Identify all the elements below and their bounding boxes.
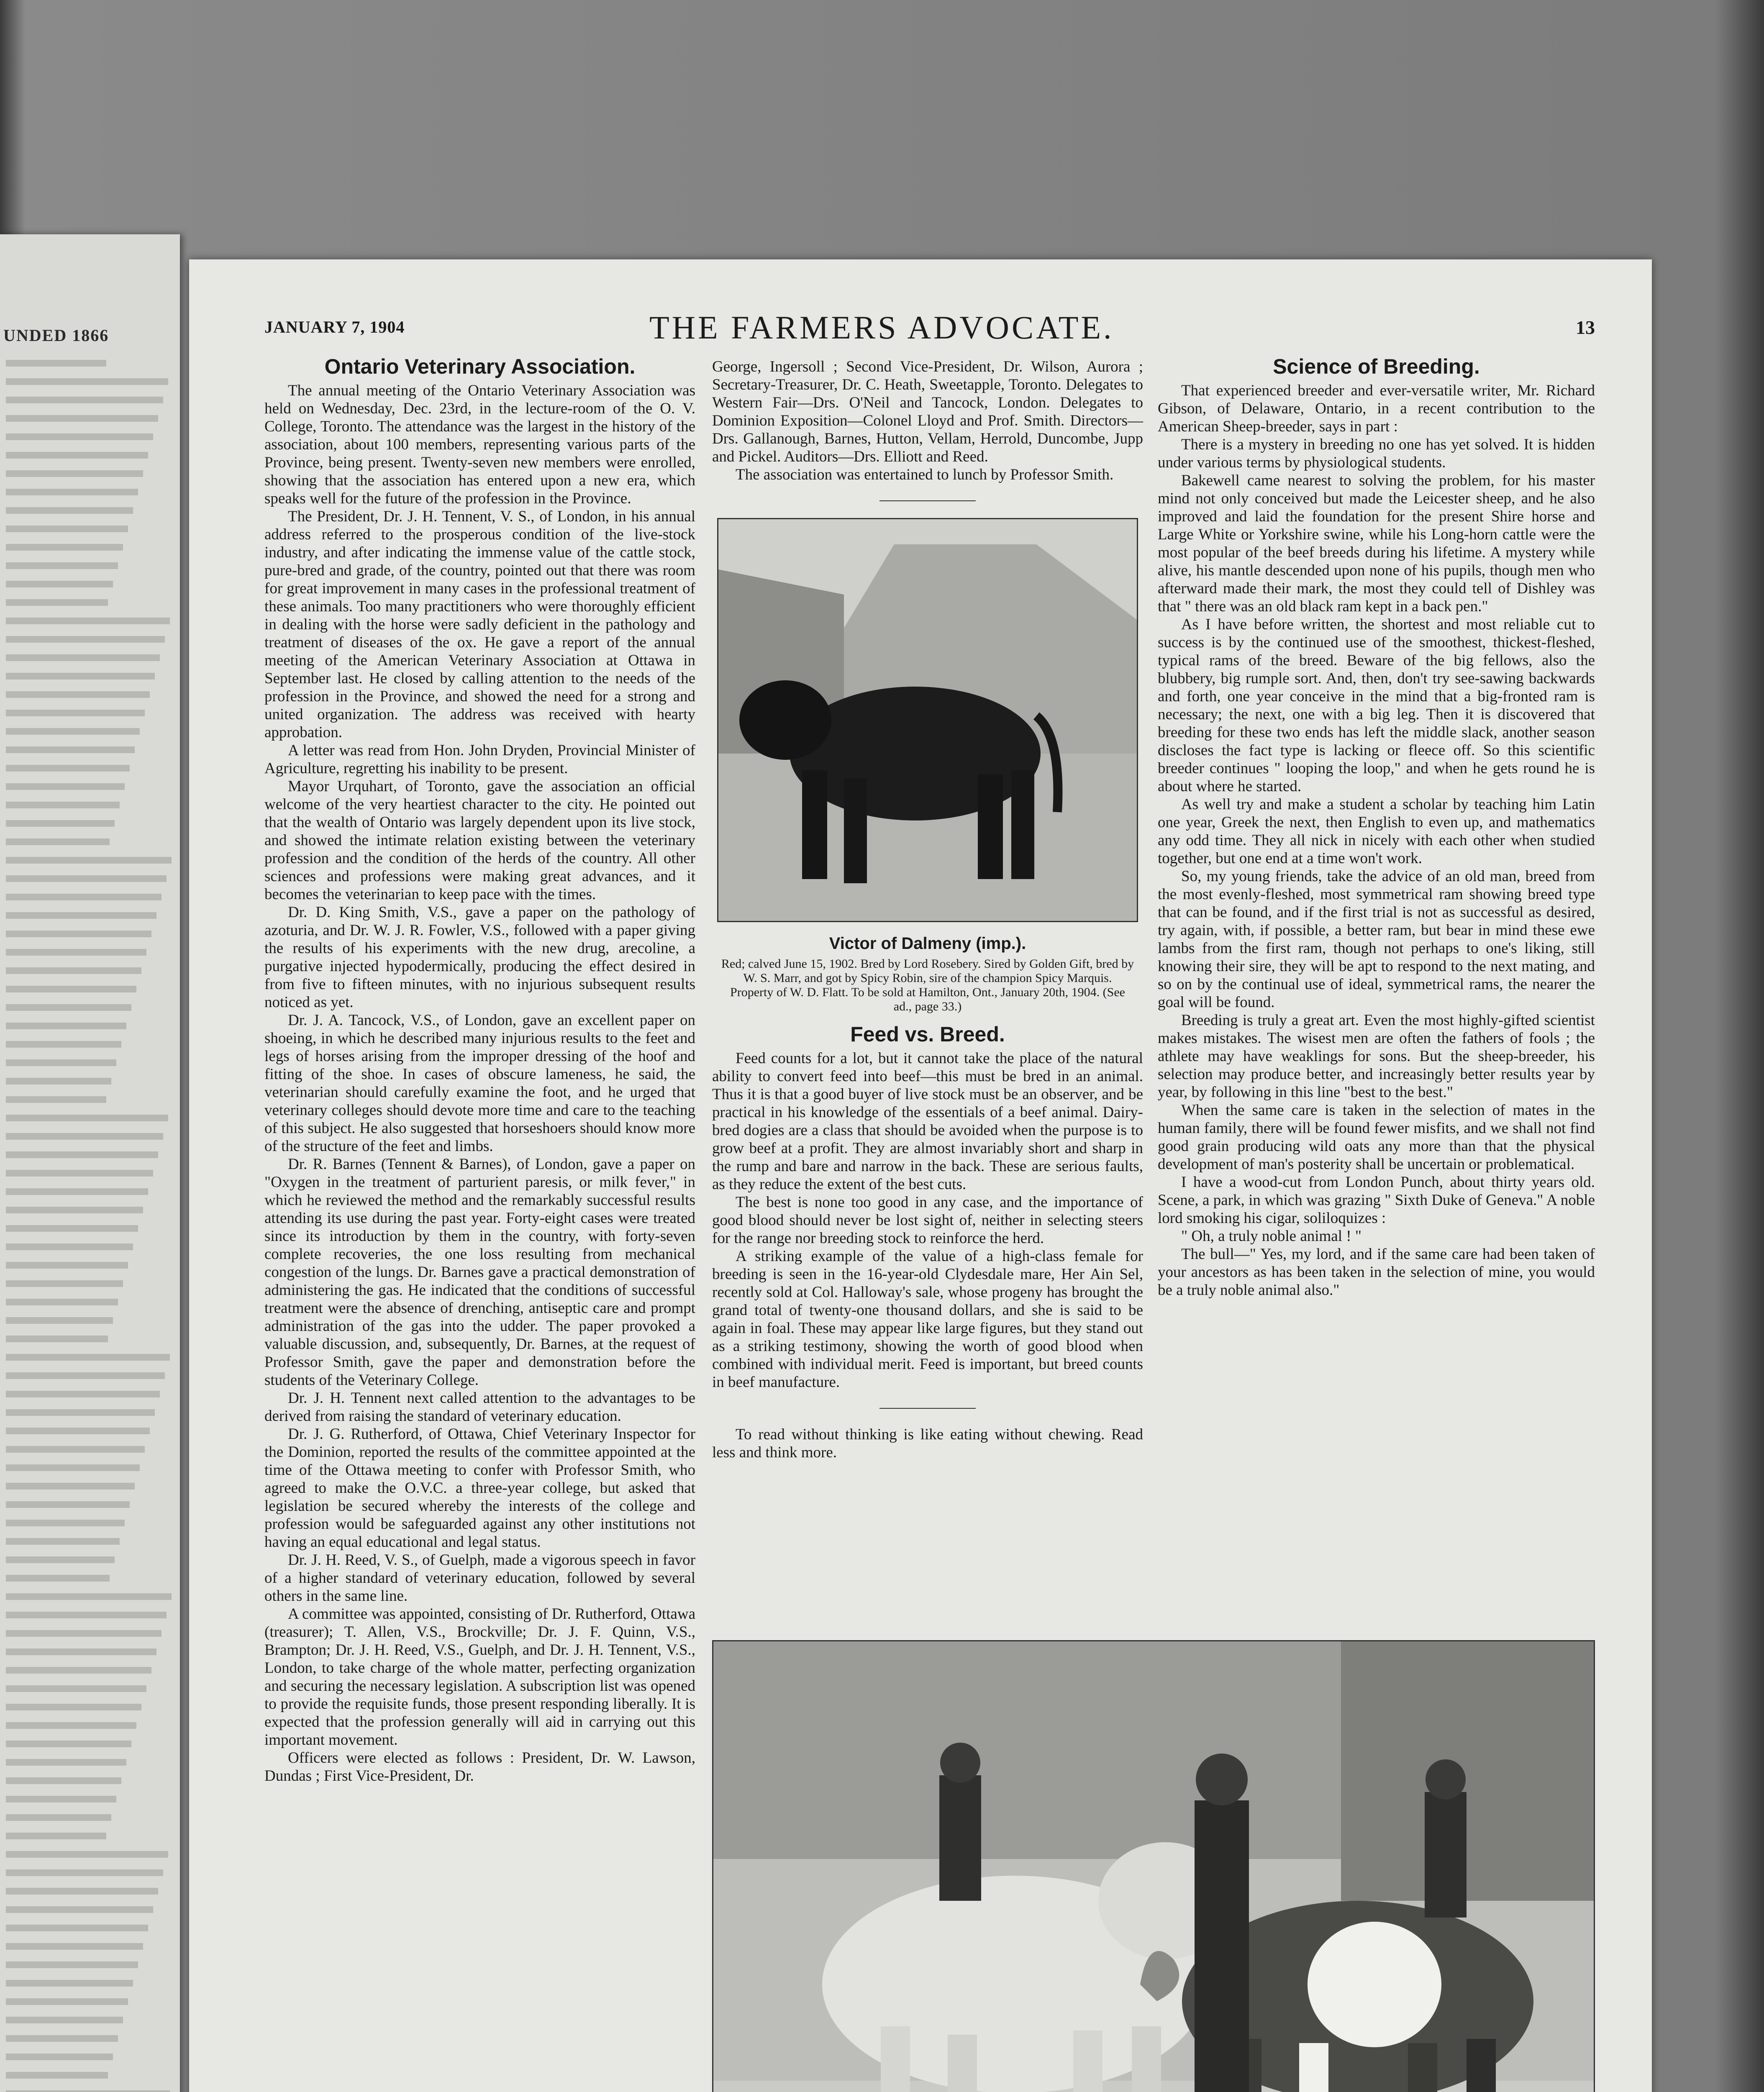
masthead: THE FARMERS ADVOCATE.: [649, 309, 1114, 346]
paragraph: Bakewell came nearest to solving the problem, for his master mind not only conceived but made the Leicester sheep, and he also improved and laid the foundation for the present Shire horse and Large White or Yorkshire swine, while his Long-horn cattle were the most popular of the beef breeds during his lifetime. A mystery while alive, his mantle descended upon none of his pupils, though men who afterward made their mark, the most they could tell of Dishley was that " there was an old black ram kept in a back pen.": [1158, 472, 1595, 615]
illegible-line: [6, 1759, 126, 1766]
illegible-line: [6, 1575, 110, 1582]
illegible-line: [6, 894, 162, 900]
paragraph: There is a mystery in breeding no one has yet solved. It is hidden under various terms by physiological students.: [1158, 436, 1595, 471]
illegible-line: [6, 618, 170, 624]
column-3: [1158, 355, 1595, 1299]
issue-date: JANUARY 7, 1904: [264, 318, 405, 336]
paragraph: Dr. J. H. Tennent next called attention to the advantages to be derived from raising the standard of veterinary education.: [264, 1390, 695, 1425]
illegible-line: [6, 1336, 108, 1342]
illegible-line: [6, 397, 163, 403]
illegible-line: [6, 986, 136, 992]
illegible-line: [6, 1630, 162, 1637]
illegible-line: [6, 783, 125, 790]
paragraph: The association was entertained to lunch by Professor Smith.: [736, 466, 1114, 483]
paragraph: So, my young friends, take the advice of an old man, breed from the most evenly-fleshed, most symmetrical ram showing breed type that can be found, and if the first trial is not as successful as desired, try again, with, if possible, a better ram, but bear in mind these ewe lambs from the first ram, though not perhaps to one's liking, still knowing their sire, they will be apt to respond to the next mating, and so on by the continual use of ideal, symmetrical rams, the nearer the goal will be found.: [1158, 868, 1595, 1011]
illegible-line: [6, 1354, 170, 1361]
illegible-line: [6, 1243, 133, 1250]
illegible-line: [6, 746, 135, 753]
paragraph: " Oh, a truly noble animal ! ": [1181, 1228, 1361, 1245]
illegible-line: [6, 433, 153, 440]
illegible-line: [6, 1317, 113, 1324]
illegible-line: [6, 1777, 121, 1784]
illegible-line: [6, 765, 130, 772]
illegible-line: [6, 562, 118, 569]
illegible-line: [6, 1943, 143, 1950]
figure-title: Victor of Dalmeny (imp.).: [829, 934, 1026, 953]
aside-quote: To read without thinking is like eating without chewing. Read less and think more.: [712, 1426, 1143, 1461]
illegible-line: [6, 1556, 115, 1563]
illegible-line: [6, 857, 172, 864]
illegible-line: [6, 1133, 163, 1140]
paragraph: Dr. R. Barnes (Tennent & Barnes), of London, gave a paper on "Oxygen in the treatment of parturient paresis, or milk fever," in which he reviewed the method and the remarkably successful results attending its use during the past year. Forty-eight cases were treated since its introduction by them in the country, with forty-seven complete recoveries, the one loss resulting from mechanical congestion of the lungs. Dr. Barnes gave a practical demonstration of administering the gas. He indicated that the conditions of successful treatment were the absence of drenching, antiseptic care and prompt administration of the gas into the udder. The paper provoked a valuable discussion, and, subsequently, Dr. Barnes, at the request of Professor Smith, gave the paper and demonstration before the students of the Veterinary College.: [264, 1156, 695, 1389]
paragraph: Breeding is truly a great art. Even the most highly-gifted scientist makes mistakes. The wisest men are often the fathers of fools ; the athlete may have weaklings for sons. But the sheep-breeder, his selection may produce better, and increasingly better results year by year, by following in this line "best to the best.": [1158, 1012, 1595, 1101]
illegible-line: [6, 507, 133, 514]
illegible-line: [6, 415, 158, 422]
illegible-line: [6, 1078, 111, 1084]
divider: [879, 1408, 976, 1409]
illegible-line: [6, 912, 156, 919]
paragraph: Feed counts for a lot, but it cannot take the place of the natural ability to convert feed into beef—this must be bred in an animal. Thus it is that a good buyer of live stock must be an observer, and be practical in his knowledge of the essentials of a beef animal. Dairy-bred dogies are a class that should be avoided when the purpose is to grow beef at a profit. They are almost invariably short and sharp in the rump and bare and narrow in the back. These are serious faults, as they reduce the extent of the best cuts.: [712, 1050, 1143, 1193]
paragraph: Dr. J. H. Reed, V. S., of Guelph, made a vigorous speech in favor of a higher standard of veterinary education, followed by several others in the same line.: [264, 1551, 695, 1605]
newspaper-page: [189, 259, 1652, 2092]
illegible-line: [6, 1115, 168, 1121]
illegible-line: [6, 1612, 167, 1618]
paragraph: Dr. J. A. Tancock, V.S., of London, gave an excellent paper on shoeing, in which he described many injurious results to the feet and legs of horses arising from the improper dressing of the hoof and fitting of the shoe. In cases of obscure lameness, he said, the veterinarian should carefully examine the foot, and he urged that veterinary colleges should devote more time and care to the teaching of this subject. He also suggested that horseshoers should know more of the structure of the feet and limbs.: [264, 1012, 695, 1155]
illegible-line: [6, 1961, 138, 1968]
illegible-line: [6, 802, 120, 808]
illegible-line: [6, 1998, 128, 2005]
illegible-line: [6, 489, 138, 495]
illegible-line: [6, 728, 140, 735]
article-title-vet: Ontario Veterinary Association.: [324, 355, 636, 378]
paragraph: I have a wood-cut from London Punch, about thirty years old. Scene, a park, in which was grazing " Sixth Duke of Geneva." A noble lord smoking his cigar, soliloquizes :: [1158, 1174, 1595, 1227]
illegible-line: [6, 452, 148, 459]
paragraph: Mayor Urquhart, of Toronto, gave the association an official welcome of the very heartiest character to the city. He pointed out that the wealth of Ontario was largely dependent upon its live stock, and showed the intimate relation existing between the veterinary profession and the condition of the herds of the country. All other sciences and professions were making great advances, and it becomes the veterinarian to keep pace with the times.: [264, 778, 695, 903]
article-title-feed: Feed vs. Breed.: [850, 1023, 1005, 1046]
illegible-line: [6, 2090, 170, 2092]
illegible-line: [6, 1538, 120, 1545]
illegible-line: [6, 1096, 106, 1103]
illegible-line: [6, 1446, 145, 1453]
illegible-line: [6, 360, 106, 367]
illegible-line: [6, 1722, 136, 1729]
illegible-line: [6, 581, 113, 587]
paragraph: The best is none too good in any case, and the importance of good blood should never be lost sight of, neither in selecting steers for the range nor breeding stock to reinforce the herd.: [712, 1194, 1143, 1247]
illegible-line: [6, 1869, 163, 1876]
illegible-line: [6, 931, 151, 937]
illegible-line: [6, 1391, 160, 1397]
illegible-line: [6, 2072, 108, 2079]
illegible-line: [6, 1372, 165, 1379]
divider: [879, 500, 976, 501]
illegible-line: [6, 1464, 140, 1471]
figure-caption: Red; calved June 15, 1902. Bred by Lord Rosebery. Sired by Golden Gift, bred by W. S. Marr, and got by Spicy Robin, sire of the champion Spicy Marquis. Property of W. D. Flatt. To be sold at Hamilton, Ont., January 20th, 1904. (See ad., page 33.): [721, 957, 1134, 1013]
paragraph: Officers were elected as follows : President, Dr. W. Lawson, Dundas ; First Vice-President, Dr.: [264, 1749, 695, 1784]
illegible-line: [6, 1980, 133, 1987]
paragraph: The President, Dr. J. H. Tennent, V. S., of London, in his annual address referred to the prosperous condition of the live-stock industry, and after indicating the immense value of the cattle stock, pure-bred and grade, of the country, pointed out that there was room for great improvement in many cases in the professional treatment of these animals. Too many practitioners who were thoroughly efficient in dealing with the horse were sadly deficient in the pathology and treatment of diseases of the ox. He gave a report of the annual meeting of the American Veterinary Association at Ottawa in September last. He closed by calling attention to the needs of the profession in the Province, and showed the need for a strong and united organization. The address was received with hearty approbation.: [264, 508, 695, 741]
illegible-line: [6, 599, 108, 606]
illegible-line: [6, 1428, 150, 1434]
illegible-line: [6, 2017, 123, 2023]
illegible-line: [6, 691, 150, 698]
illegible-line: [6, 1851, 168, 1858]
illegible-text-fragment: [6, 360, 173, 2092]
illegible-line: [6, 1888, 158, 1895]
illegible-line: [6, 1685, 146, 1692]
figure-white-lilly: [712, 1640, 1595, 2092]
paragraph: A committee was appointed, consisting of Dr. Rutherford, Ottawa (treasurer); T. Allen, V.S., Brockville; Dr. J. F. Quinn, V.S., Brampton; Dr. J. H. Reed, V.S., Guelph, and Dr. J. H. Tennent, V.S., London, to take charge of the whole matter, perfecting organization and securing the necessary legislation. A subscription list was opened to provide the requisite funds, those present responding liberally. It is expected that the profession generally will aid in carrying out this important movement.: [264, 1605, 695, 1748]
illegible-line: [6, 378, 168, 385]
illegible-line: [6, 1151, 158, 1158]
photo-victor-of-dalmeny: [717, 518, 1138, 922]
adjacent-page-fragment: [0, 234, 180, 2092]
article-title-science: Science of Breeding.: [1273, 355, 1480, 378]
paragraph: A striking example of the value of a high-class female for breeding is seen in the 16-year-old Clydesdale mare, Her Ain Sel, recently sold at Col. Halloway's sale, whose progeny has brought the grand total of twenty-one thousand dollars, and she is said to be again in foal. These may appear like large figures, but they stand out as a striking testimony, showing the worth of good blood when combined with individual merit. Feed is important, but breed counts in beef manufacture.: [712, 1248, 1143, 1391]
paragraph-continued: George, Ingersoll ; Second Vice-President, Dr. Wilson, Aurora ; Secretary-Treasurer, Dr. C. Heath, Sweetapple, Toronto. Delegates to Western Fair—Drs. O'Neil and Tancock, London. Delegates to Dominion Exposition—Colonel Lloyd and Prof. Smith. Directors—Drs. Gallanough, Barnes, Hutton, Vellam, Herrold, Duncombe, Jupp and Pickel. Auditors—Drs. Elliott and Reed.: [712, 358, 1143, 465]
illegible-line: [6, 1906, 153, 1913]
paragraph: As I have before written, the shortest and most reliable cut to success is by the continued use of the smoothest, thickest-fleshed, typical rams of the breed. Beware of the big fellows, also the blubbery, big rumple sort. And, then, don't try see-sawing backwards and forth, one year conceive in the mind that a big-fronted ram is necessary; the next, one with a big leg. Then it is discovered that breeding for these two ends has left the middle slack, another season discloses the fact type is lacking or fleece off. So this scientific breeder continues " looping the loop," and when he gets round he is about where he started.: [1158, 616, 1595, 795]
paragraph: Dr. D. King Smith, V.S., gave a paper on the pathology of azoturia, and Dr. W. J. R. Fowler, V.S., followed with a paper giving the results of his experiments with the new drug, arecoline, a purgative injected hypodermically, producing the effect desired in from five to fifteen minutes, with no injurious subsequent results noticed as yet.: [264, 904, 695, 1011]
column-1: [264, 355, 695, 1785]
illegible-line: [6, 1299, 118, 1305]
illegible-line: [6, 875, 167, 882]
illegible-line: [6, 1483, 135, 1490]
illegible-line: [6, 1520, 125, 1526]
illegible-line: [6, 1796, 116, 1802]
illegible-line: [6, 1023, 126, 1029]
page-header: [264, 309, 1595, 346]
illegible-line: [6, 1833, 106, 1839]
illegible-line: [6, 1814, 111, 1821]
paragraph: When the same care is taken in the selection of mates in the human family, there will be found fewer misfits, and we shall not find good grain producing wild oats any more than that the physical development of man's posterity shall be uncertain or problematical.: [1158, 1102, 1595, 1173]
illegible-line: [6, 1262, 128, 1269]
paragraph: Dr. J. G. Rutherford, of Ottawa, Chief Veterinary Inspector for the Dominion, reported the results of the committee appointed at the time of the Ottawa meeting to confer with Professor Smith, who agreed to make the O.V.C. a three-year college, but asked that legislation be secured whereby the interests of the college and profession would be safeguarded against any other institutions not having an equal educational and legal status.: [264, 1425, 695, 1551]
illegible-line: [6, 1059, 116, 1066]
column-2: [712, 358, 1143, 1461]
illegible-line: [6, 1648, 156, 1655]
illegible-line: [6, 1225, 138, 1232]
paragraph: That experienced breeder and ever-versatile writer, Mr. Richard Gibson, of Delaware, Ontario, in a recent contribution to the American Sheep-breeder, says in part :: [1158, 382, 1595, 435]
illegible-line: [6, 1170, 153, 1177]
illegible-line: [6, 1741, 131, 1747]
illegible-line: [6, 2035, 118, 2042]
illegible-line: [6, 1004, 131, 1011]
illegible-line: [6, 1704, 141, 1710]
photo-white-lilly-and-champion-knight: [712, 1640, 1595, 2092]
illegible-line: [6, 949, 146, 956]
illegible-line: [6, 1593, 172, 1600]
page-number: 13: [1576, 317, 1595, 338]
illegible-line: [6, 1667, 151, 1674]
illegible-line: [6, 820, 115, 827]
paragraph: A letter was read from Hon. John Dryden, Provincial Minister of Agriculture, regretting his inability to be present.: [264, 742, 695, 777]
illegible-line: [6, 1207, 143, 1213]
illegible-line: [6, 967, 141, 974]
illegible-line: [6, 636, 165, 643]
illegible-line: [6, 1925, 148, 1931]
illegible-line: [6, 838, 110, 845]
illegible-line: [6, 654, 160, 661]
paragraph: The bull—" Yes, my lord, and if the same care had been taken of your ancestors as has been taken in the selection of mine, you would be a truly noble animal also.": [1158, 1246, 1595, 1299]
illegible-line: [6, 2054, 113, 2060]
illegible-line: [6, 544, 123, 551]
paragraph: As well try and make a student a scholar by teaching him Latin one year, Greek the next, then English to even up, and mathematics any odd time. They all nick in nicely with each other when studied together, but one end at a time won't work.: [1158, 796, 1595, 867]
illegible-line: [6, 1041, 121, 1048]
illegible-line: [6, 1501, 130, 1508]
illegible-line: [6, 673, 155, 679]
illegible-line: [6, 1188, 148, 1195]
illegible-line: [6, 710, 145, 716]
illegible-line: [6, 470, 143, 477]
illegible-line: [6, 1409, 155, 1416]
illegible-line: [6, 526, 128, 532]
paragraph: The annual meeting of the Ontario Veterinary Association was held on Wednesday, Dec. 23rd, in the lecture-room of the O. V. College, Toronto. The attendance was the largest in the history of the association, about 100 members, representing various parts of the Province, being present. Twenty-seven new members were enrolled, showing that the association has entered upon a new era, which speaks well for the future of the profession in the Province.: [264, 382, 695, 507]
adjacent-page-header: UNDED 1866: [3, 326, 109, 345]
illegible-line: [6, 1280, 123, 1287]
